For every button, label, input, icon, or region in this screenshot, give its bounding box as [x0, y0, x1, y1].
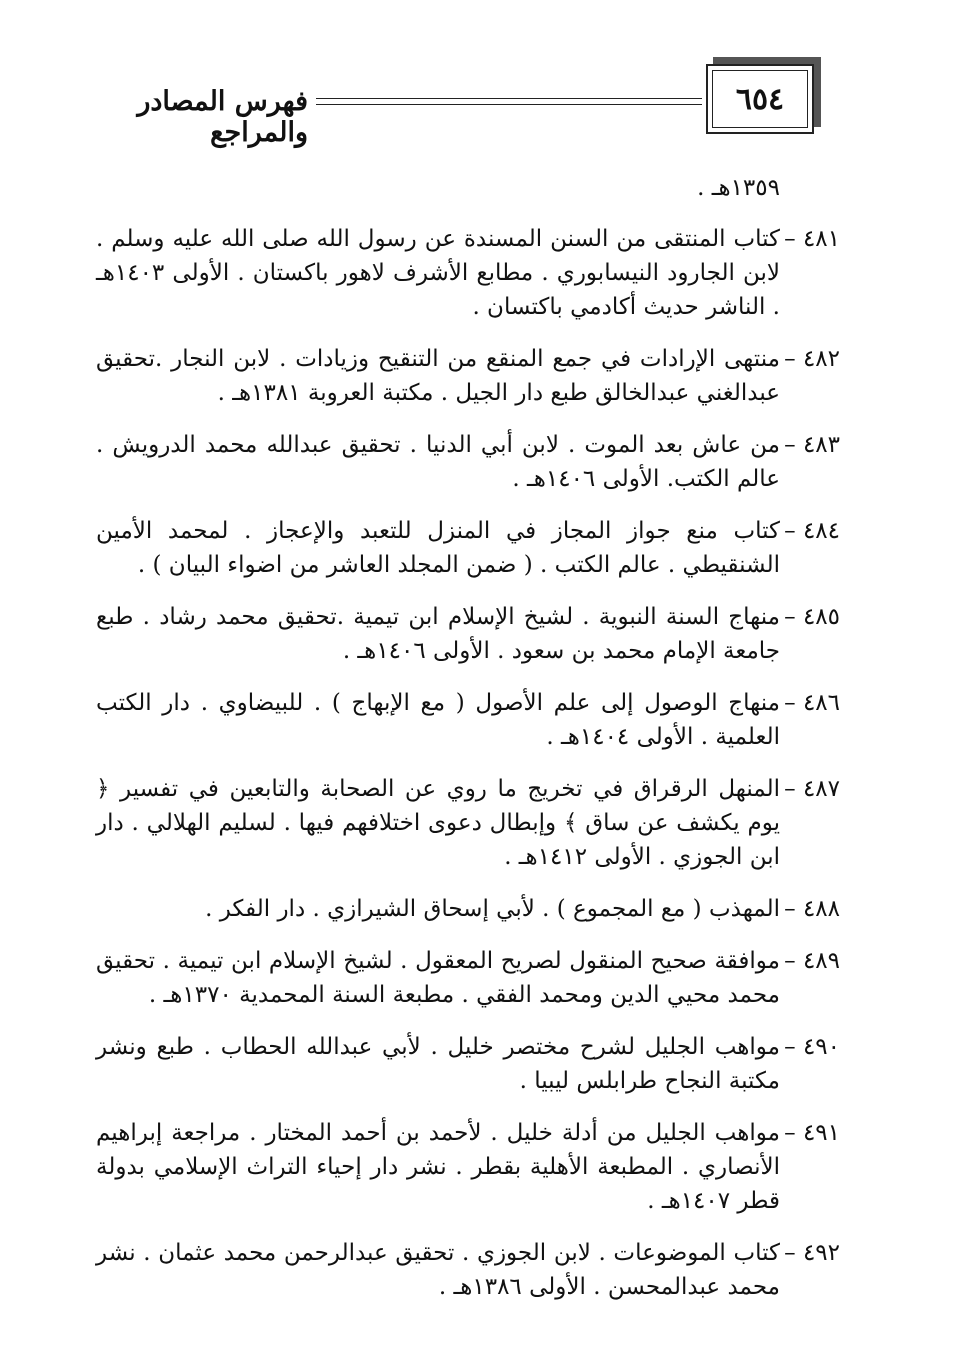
entry-490 — [96, 1030, 840, 1098]
entry-number: ٤٨٨ – — [784, 896, 840, 922]
entry-488 — [96, 892, 840, 926]
entry-text: كتاب المنتقى من السنن المسندة عن رسول الله صلى الله عليه وسلم . لابن الجارود النيسابوري . مطابع الأشرف لاهور باكستان . الأولى ١٤٠٣هـ . الناشر حديث أكادمي باكتسان . — [96, 226, 780, 320]
entry-485 — [96, 600, 840, 668]
entry-487 — [96, 772, 840, 874]
entry-number: ٤٨٢ – — [784, 346, 840, 372]
page-header — [0, 0, 954, 148]
continued-line: ١٣٥٩هـ . — [697, 175, 780, 201]
entry-text: منهاج الوصول إلى علم الأصول ( مع الإبهاج ) . للبيضاوي . دار الكتب العلمية . الأولى ١٤٠٤هـ . — [96, 690, 780, 750]
entry-481 — [96, 222, 840, 324]
entry-text: منهاج السنة النبوية . لشيخ الإسلام ابن تيمية .تحقيق محمد رشاد . طبع جامعة الإمام محمد بن سعود . الأولى ١٤٠٦هـ . — [96, 604, 780, 664]
entry-492 — [96, 1236, 840, 1304]
entry-text: المنهل الرقراق في تخريج ما روي عن الصحابة والتابعين في تفسير ﴿ يوم يكشف عن ساق ﴾ وإبطال دعوى اختلافهم فيها . لسليم الهلالي . دار ابن الجوزي . الأولى ١٤١٢هـ . — [96, 776, 780, 870]
entry-text: موافقة صحيح المنقول لصريح المعقول . لشيخ الإسلام ابن تيمية . تحقيق محمد محيي الدين ومحمد الفقي . مطبعة السنة المحمدية ١٣٧٠هـ . — [96, 948, 780, 1008]
entry-number: ٤٨٧ – — [784, 776, 840, 802]
entry-text: المهذب ( مع المجموع ) . لأبي إسحاق الشيرازي . دار الفكر . — [205, 896, 780, 922]
page-number-box — [706, 64, 814, 134]
entry-number: ٤٨٦ – — [784, 690, 840, 716]
entry-text: من عاش بعد الموت . لابن أبي الدنيا . تحقيق عبدالله محمد الدرويش . عالم الكتب. الأولى ١٤٠٦هـ . — [96, 432, 780, 492]
entry-text: منتهى الإرادات في جمع المنقع من التنقيح وزيادات . لابن النجار .تحقيق عبدالغني عبدالخالق طبع دار الجيل . مكتبة العروبة ١٣٨١هـ . — [96, 346, 780, 406]
entry-number: ٤٨٣ – — [784, 432, 840, 458]
entry-number: ٤٨٥ – — [784, 604, 840, 630]
bibliography-list — [96, 172, 840, 1322]
entry-number: ٤٨٩ – — [784, 948, 840, 974]
entry-484 — [96, 514, 840, 582]
entry-482 — [96, 342, 840, 410]
entry-483 — [96, 428, 840, 496]
entry-text: مواهب الجليل من أدلة خليل . لأحمد بن أحمد المختار . مراجعة إبراهيم الأنصاري . المطبعة الأهلية بقطر . نشر دار إحياء التراث الإسلامي بدولة قطر ١٤٠٧هـ . — [96, 1120, 780, 1214]
page-title: فهرس المصادر والمراجع — [137, 86, 308, 148]
entry-489 — [96, 944, 840, 1012]
entry-486 — [96, 686, 840, 754]
entry-number: ٤٨٤ – — [784, 518, 840, 544]
header-rule — [316, 98, 702, 105]
page-number: ٦٥٤ — [712, 70, 808, 128]
entry-number: ٤٩٢ – — [784, 1240, 840, 1266]
entry-number: ٤٨١ – — [784, 226, 840, 252]
entry-number: ٤٩٠ – — [784, 1034, 840, 1060]
entry-text: كتاب الموضوعات . لابن الجوزي . تحقيق عبدالرحمن محمد عثمان . نشر محمد عبدالمحسن . الأولى ١٣٨٦هـ . — [96, 1240, 780, 1300]
entry-number: ٤٩١ – — [784, 1120, 840, 1146]
entry-text: كتاب منع جواز المجاز في المنزل للتعبد والإعجاز . لمحمد الأمين الشنقيطي . عالم الكتب . ( ضمن المجلد العاشر من اضواء البيان ) . — [96, 518, 780, 578]
entry-text: مواهب الجليل لشرح مختصر خليل . لأبي عبدالله الحطاب . طبع ونشر مكتبة النجاح طرابلس ليبيا . — [96, 1034, 780, 1094]
entry-491 — [96, 1116, 840, 1218]
